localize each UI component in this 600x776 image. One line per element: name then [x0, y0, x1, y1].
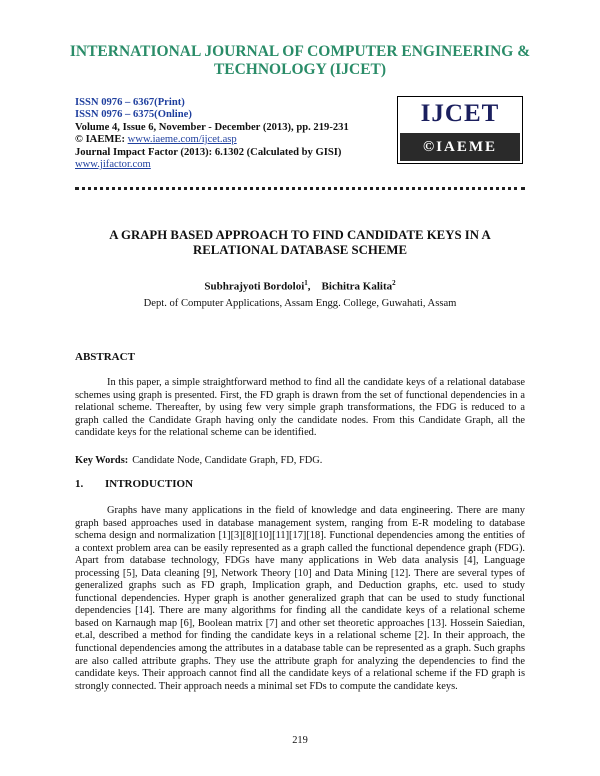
keywords-label: Key Words:: [75, 455, 129, 466]
page-number: 219: [292, 735, 308, 746]
issn-print: ISSN 0976 – 6367(Print): [75, 97, 185, 108]
issn-online: ISSN 0976 – 6375(Online): [75, 109, 192, 121]
paper-title: A GRAPH BASED APPROACH TO FIND CANDIDATE KEYS IN A RELATIONAL DATABASE SCHEME: [109, 228, 491, 257]
jifactor-link[interactable]: www.jifactor.com: [75, 159, 151, 171]
authors: [0, 279, 600, 293]
jifactor-line: [75, 159, 405, 171]
author-1-affil-marker: 1: [304, 279, 308, 287]
iaeme-label: © IAEME:: [75, 134, 128, 146]
author-separator: ,: [307, 280, 311, 293]
author-1: Subhrajyoti Bordoloi: [204, 280, 305, 293]
abstract-body: In this paper, a simple straightforward method to find all the candidate keys of a relational database schemes using graph is presented. First, the FD graph is drawn from the set of functional dependencies in a relational scheme. Thereafter, by using few very simple graph transformations, the FDG is reduced to a graph called the Candidate Graph having only the candidate nodes. From this Candidate Graph, all the candidate keys for the relational scheme can be identified.: [75, 377, 525, 439]
ijcet-logo: [397, 96, 523, 164]
section-number: 1.: [75, 478, 84, 490]
volume-line: Volume 4, Issue 6, November - December (2013), pp. 219-231: [75, 121, 349, 133]
section-heading-introduction: [75, 478, 193, 490]
header-divider: [75, 187, 525, 190]
author-2-affil-marker: 2: [392, 279, 396, 287]
impact-factor: Journal Impact Factor (2013): 6.1302 (Calculated by GISI): [75, 146, 342, 158]
author-2: Bichitra Kalita: [321, 280, 393, 293]
logo-iaeme-text: ©IAEME: [400, 133, 520, 161]
keywords-value: Candidate Node, Candidate Graph, FD, FDG.: [132, 455, 323, 466]
introduction-body: Graphs have many applications in the field of knowledge and data engineering. There are many graph based approaches used in database management system, ranging from E-R modeling to database schema design and normalization [1][3][8][10][11][17][18]. Functional dependencies among the entities of a context problem area can be easily represented as a graph called the functional dependence graph (FDG). Apart from database technology, FDGs have many applications in Web data analysis [4], Language processing [5], Data cleaning [9], Network Theory [10] and Data Mining [12]. There are several types of generalized graphs such as FD graph, Implication graph, and Deduction graphs, etc. used to study functional dependencies. Hyper graph is another generalized graph that can be used to study functional dependencies [14]. There are many algorithms for finding all the candidate keys of a relational scheme based on Karnaugh map [6], Boolean matrix [7] and other set theoretic approaches [13]. Hossein Saiedian, et.al, described a method for finding the candidate keys in a relational scheme [2]. In their approach, the functional dependencies among the attributes in a database table can be represented as a graph. Such graphs are also called attribute graphs. They use the attribute graph for analyzing the dependencies to find the candidate keys. Their approach cannot find all the candidate keys of a relational scheme if the FD graph is strongly connected. Their approach needs a minimal set FDs to compute the candidate keys.: [75, 505, 525, 692]
logo-ijcet-text: IJCET: [420, 100, 500, 127]
keywords: [75, 455, 525, 466]
affiliation: Dept. of Computer Applications, Assam Engg. College, Guwahati, Assam: [143, 298, 457, 309]
iaeme-link[interactable]: www.iaeme.com/ijcet.asp: [127, 134, 237, 146]
journal-title: INTERNATIONAL JOURNAL OF COMPUTER ENGINEERING & TECHNOLOGY (IJCET): [69, 43, 531, 78]
section-title: INTRODUCTION: [105, 478, 194, 490]
issn-block: [75, 97, 405, 171]
abstract-heading: ABSTRACT: [75, 351, 135, 363]
iaeme-line: [75, 134, 405, 146]
